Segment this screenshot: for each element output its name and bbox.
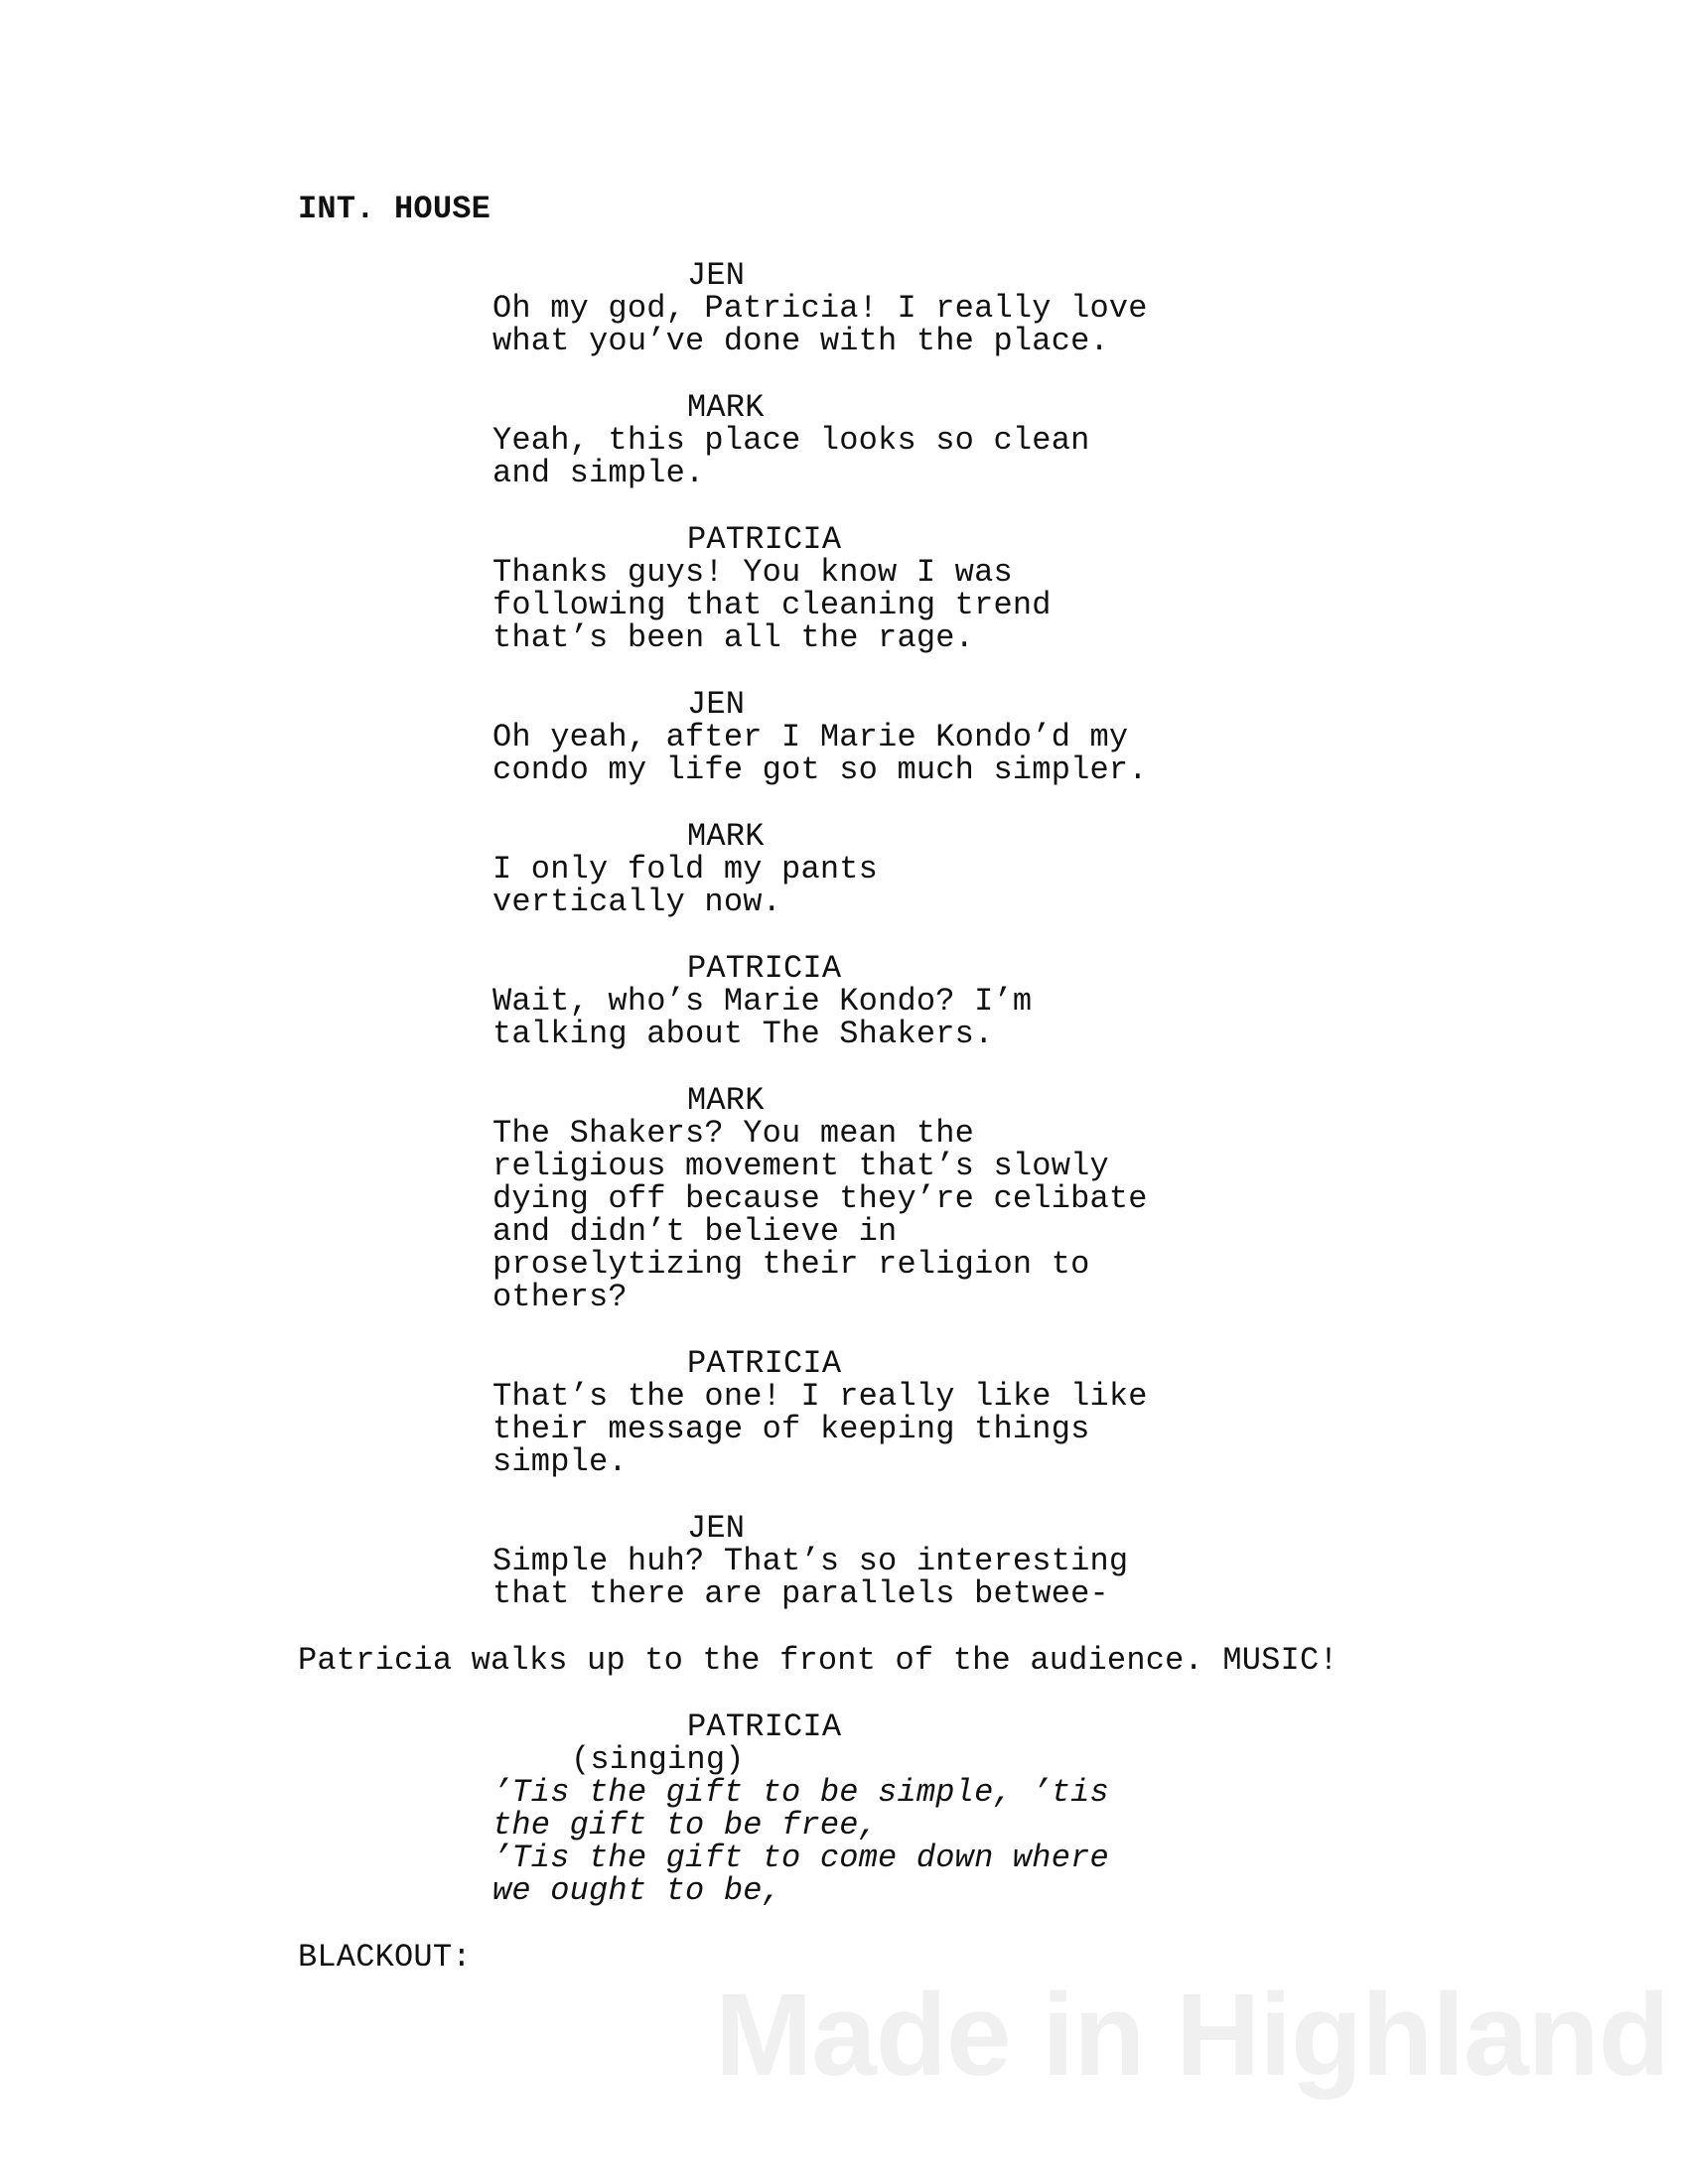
character-name: MARK [687,1082,765,1119]
character-name: PATRICIA [687,1345,842,1382]
dialogue-line: talking about The Shakers. [492,1016,994,1052]
dialogue-line: and didn’t believe in [492,1213,898,1250]
dialogue-line: following that cleaning trend [492,587,1052,623]
lyric-line: ’Tis the gift to come down where [492,1840,1109,1876]
character-name: PATRICIA [687,521,842,558]
dialogue-line: dying off because they’re celibate [492,1180,1148,1217]
action-line: Patricia walks up to the front of the audience. MUSIC! [298,1642,1338,1679]
dialogue-line: Oh yeah, after I Marie Kondo’d my [492,719,1129,755]
character-name: MARK [687,818,765,855]
dialogue-line: condo my life got so much simpler. [492,751,1148,788]
scene-heading: INT. HOUSE [298,191,492,227]
dialogue-line: I only fold my pants [492,851,879,887]
character-name: JEN [687,686,746,723]
lyric-line: ’Tis the gift to be simple, ’tis [492,1774,1109,1811]
dialogue-line: that there are parallels betwee- [492,1575,1109,1612]
transition: BLACKOUT: [298,1939,472,1976]
dialogue-line: That’s the one! I really like like [492,1378,1148,1415]
character-name: JEN [687,257,746,294]
dialogue-line: proselytizing their religion to [492,1246,1090,1283]
lyric-line: the gift to be free, [492,1807,879,1843]
lyric-line: we ought to be, [492,1872,782,1909]
dialogue-line: simple. [492,1443,628,1480]
character-name: JEN [687,1510,746,1547]
dialogue-line: others? [492,1279,628,1315]
dialogue-line: and simple. [492,455,705,491]
dialogue-line: Thanks guys! You know I was [492,554,1013,591]
dialogue-line: that’s been all the rage. [492,619,975,656]
watermark: Made in Highland [715,1970,1669,2101]
character-name: MARK [687,389,765,426]
dialogue-line: what you’ve done with the place. [492,323,1109,359]
dialogue-line: vertically now. [492,884,782,920]
dialogue-line: their message of keeping things [492,1411,1090,1447]
parenthetical: (singing) [571,1741,745,1778]
character-name: PATRICIA [687,1708,842,1745]
dialogue-line: Oh my god, Patricia! I really love [492,290,1148,327]
dialogue-line: religious movement that’s slowly [492,1148,1109,1184]
dialogue-line: Simple huh? That’s so interesting [492,1543,1129,1579]
dialogue-line: The Shakers? You mean the [492,1115,975,1152]
character-name: PATRICIA [687,950,842,987]
dialogue-line: Yeah, this place looks so clean [492,422,1090,459]
dialogue-line: Wait, who’s Marie Kondo? I’m [492,983,1033,1020]
